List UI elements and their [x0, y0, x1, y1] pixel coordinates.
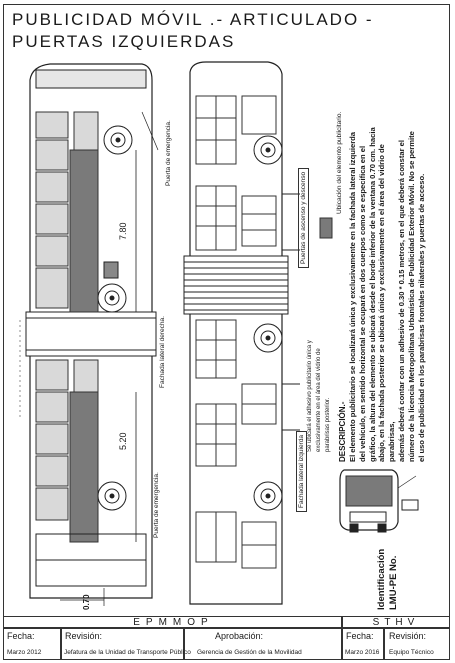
- left-side-facade-label: Fachada lateral izquierda: [296, 431, 307, 512]
- fecha2-cell: [342, 628, 384, 660]
- left-bus-view: [20, 64, 158, 606]
- dimension-7-80: 7.80: [118, 222, 128, 240]
- identification-title: Identificación: [376, 548, 387, 610]
- revision2-value: Equipo Técnico: [389, 649, 434, 656]
- height-dimension: 0.70: [82, 594, 91, 610]
- description-line: del vehículo, en sentido horizontal se ocupará en dos cuerpos como se especifica en el: [357, 145, 367, 462]
- page-subtitle: PUERTAS IZQUIERDAS: [12, 32, 236, 51]
- description-line: número de la licencia Metropolitana Urbanística de Publicidad Exterior Móvil. No se permite: [406, 131, 416, 462]
- revision2-label: Revisión:: [389, 631, 427, 641]
- fecha-cell: [3, 628, 61, 660]
- description-line: además deberá contar con un adhesivo de 0.30 * 0.15 metros, en el que deberá constar el: [396, 139, 406, 462]
- fecha2-label: Fecha:: [346, 631, 374, 641]
- revision-label: Revisión:: [65, 631, 103, 641]
- description-line: parabrisas,: [387, 421, 397, 462]
- org2-cell: [342, 616, 450, 628]
- description-line: El elemento publicitario se localizará única y exclusivamente en la fachada lateral izquierda: [348, 131, 357, 462]
- page-title: PUBLICIDAD MÓVIL .- ARTICULADO -: [12, 10, 374, 29]
- org2-name: STHV: [372, 617, 420, 628]
- right-bus-view: [184, 62, 300, 604]
- identification-block: [376, 549, 400, 610]
- articulation-joint: [184, 256, 288, 314]
- aprobacion-label: Aprobación:: [215, 631, 264, 641]
- fecha-value: Marzo 2012: [7, 649, 42, 656]
- doors-label: Puertas de ascenso y descenso: [298, 168, 309, 268]
- title-block: [3, 616, 450, 660]
- revision-value: Jefatura de la Unidad de Transporte Público: [64, 649, 191, 656]
- fecha-label: Fecha:: [7, 631, 35, 641]
- fecha2-value: Marzo 2016: [345, 649, 380, 656]
- aprobacion-cell: [184, 628, 342, 660]
- emergency-door-bottom-label: Puerta de emergencia.: [153, 472, 160, 538]
- ad-area-rear: [70, 392, 98, 542]
- legend-swatch: [320, 218, 332, 238]
- right-side-facade-label: Fachada lateral derecha.: [159, 316, 166, 388]
- description-heading: DESCRIPCIÓN.-: [338, 401, 347, 462]
- description-block: [338, 26, 426, 462]
- revision2-cell: [384, 628, 450, 660]
- emergency-door-top-label: Puerta de emergencia.: [165, 120, 172, 186]
- description-line: abajo, en la fachada posterior se ubicará única y exclusivamente en el área del vidrio de: [377, 144, 387, 462]
- description-line: el uso de publicidad en los parabrisas frontales nilaterales y puertas de acceso.: [416, 173, 426, 462]
- wheels-right: [254, 136, 282, 510]
- identification-license: LMU-PE No.: [388, 555, 399, 610]
- dimension-5-20: 5.20: [118, 432, 128, 450]
- revision-cell: [61, 628, 191, 660]
- org-name: EPMMOP: [133, 617, 214, 628]
- rear-bus-view: [340, 470, 418, 532]
- aprobacion-value: Gerencia de Gestión de la Movilidad: [197, 649, 302, 656]
- legend-label: Ubicación del elemento publicitario.: [336, 111, 343, 214]
- org-cell: [3, 616, 342, 628]
- rear-windshield-note: Se ubicará el adhesivo publicitario única y exclusivamente en el área del vidrio de parabrisas posterior.: [307, 340, 331, 452]
- description-line: gráfico, la altura del elemento se ubicará desde el borde inferior de la ventana 0.70 cm. hacia: [367, 127, 377, 462]
- ad-area-front: [70, 150, 98, 312]
